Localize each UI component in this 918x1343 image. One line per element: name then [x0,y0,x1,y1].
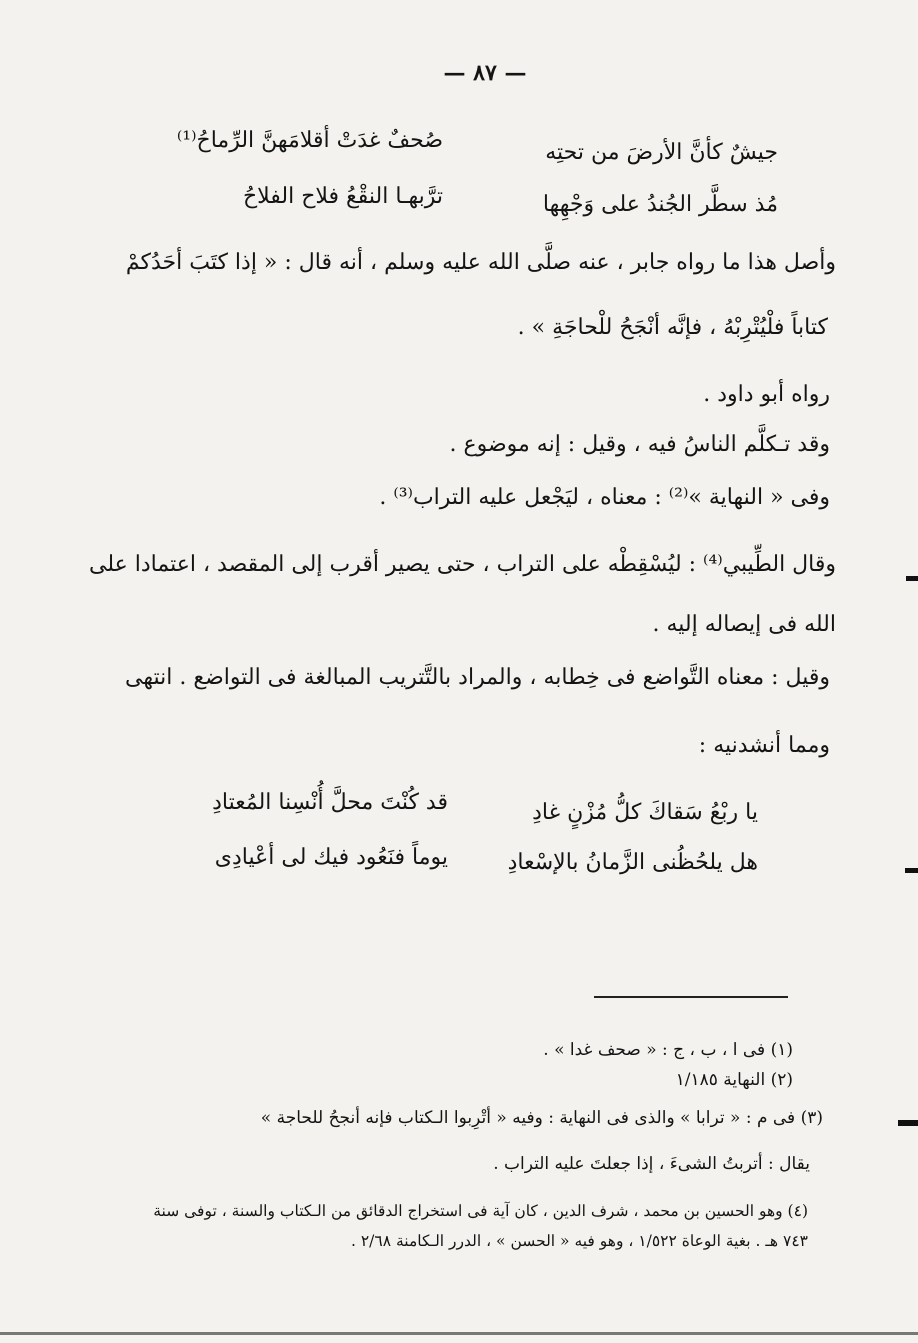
page-number: — ٨٧ — [443,60,527,86]
verse-2-second-hemistich: ترَّبهـا النقْعُ فلاح الفلاحُ [242,184,443,209]
scan-edge-mark [906,576,918,581]
verse-2-first-hemistich: مُذ سطَّر الجُندُ على وَجْهِها [542,192,778,217]
verse-3-first-hemistich: يا ربْعُ سَقاكَ كلُّ مُزْنٍ غادِ [532,800,758,825]
verse-1-second-hemistich: صُحفٌ غدَتْ أقلامَهنَّ الرِّماحُ⁽¹⁾ [176,128,443,153]
verse-3-second-hemistich: قد كُنْتَ محلَّ أُنْسِنا المُعتادِ [212,790,448,815]
body-line-8: وقيل : معناه التَّواضع فى خِطابه ، والمراد بالتَّتريب المبالغة فى التواضع . انتهى [125,665,830,690]
verse-4-second-hemistich: يوماً فنَعُود فيك لى أعْيادِى [214,845,448,870]
body-line-9: ومما أنشدنيه : [698,733,830,758]
body-line-7: الله فى إيصاله إليه . [652,612,836,637]
scan-edge-mark [905,868,918,873]
body-line-3: رواه أبو داود . [703,382,830,407]
body-line-5: وفى « النهاية »⁽²⁾ : معناه ، ليَجْعل عليه التراب⁽³⁾ . [379,485,830,510]
body-line-1: وأصل هذا ما رواه جابر ، عنه صلَّى الله عليه وسلم ، أنه قال : « إذا كتَبَ أحَدُكمْ [125,250,836,275]
footnote-3-line-2: يقال : أتربتُ الشىءَ ، إذا جعلتَ عليه التراب . [493,1154,810,1174]
footnote-4-line-2: ٧٤٣ هـ . بغية الوعاة ١/٥٢٢ ، وهو فيه « الحسن » ، الدرر الـكامنة ٢/٦٨ . [350,1232,808,1250]
body-line-4: وقد تـكلَّم الناسُ فيه ، وقيل : إنه موضوع . [449,432,830,457]
verse-4-first-hemistich: هل يلحُظُنى الزَّمانُ بالإسْعادِ [507,850,758,875]
verse-1-first-hemistich: جيشٌ كأنَّ الأرضَ من تحتِه [545,140,778,165]
footnote-1: (١) فى ا ، ب ، ج : « صحف غدا » . [543,1040,793,1060]
body-line-6: وقال الطِّيبي⁽⁴⁾ : ليُسْقِطْه على التراب ، حتى يصير أقرب إلى المقصد ، اعتمادا على [89,552,836,577]
body-line-2: كتاباً فلْيُتْرِبْهُ ، فإنَّه أنْجَحُ للْحاجَةِ » . [517,315,828,340]
footnote-2: (٢) النهاية ١/١٨٥ [675,1070,793,1090]
footnote-3-line-1: (٣) فى م : « ترابا » والذى فى النهاية : وفيه « أتْرِبوا الـكتاب فإنه أنجحُ للحاجة » [260,1108,823,1128]
scan-bottom-edge [0,1332,918,1335]
footnote-4-line-1: (٤) وهو الحسين بن محمد ، شرف الدين ، كان آية فى استخراج الدقائق من الـكتاب والسنة ، توفى سنة [153,1202,808,1220]
scan-edge-mark [898,1120,918,1126]
footnote-separator [594,996,788,998]
